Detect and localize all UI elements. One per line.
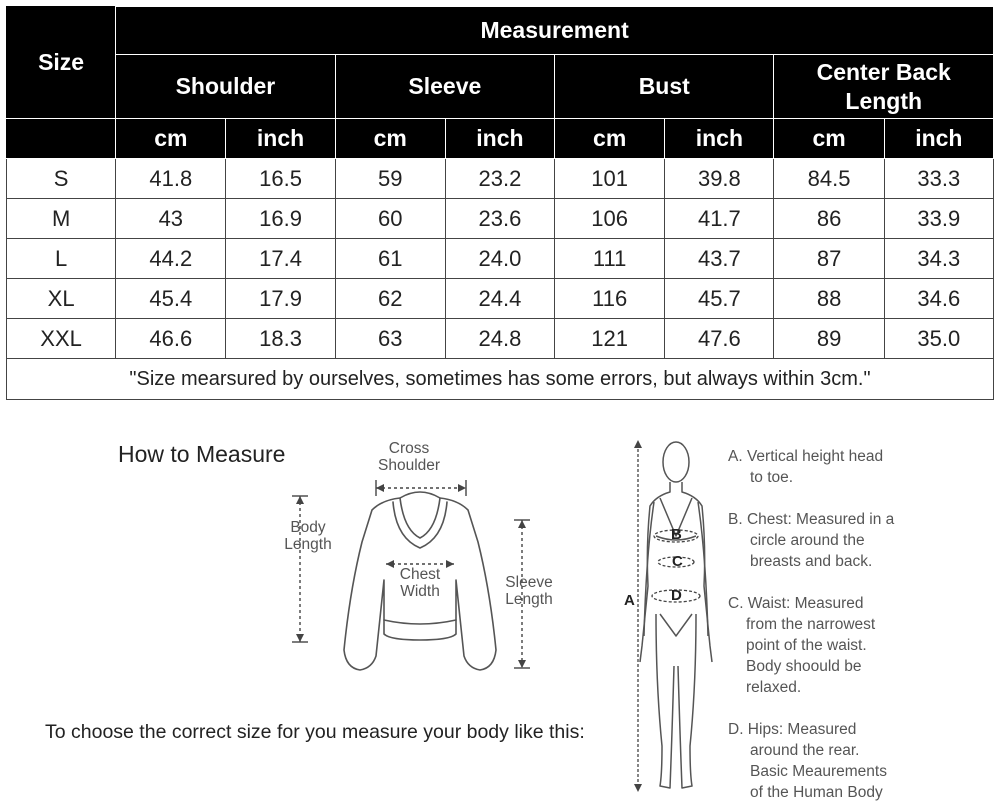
- value-cell: 16.9: [226, 199, 335, 239]
- value-cell: 61: [335, 239, 445, 279]
- value-cell: 60: [335, 199, 445, 239]
- shoulder-header: Shoulder: [116, 55, 335, 119]
- unit-header: inch: [445, 119, 554, 159]
- size-cell: L: [7, 239, 116, 279]
- legend-a-line: A. Vertical height head: [728, 448, 884, 465]
- unit-header: cm: [774, 119, 884, 159]
- value-cell: 17.9: [226, 279, 335, 319]
- size-chart-table: [6, 6, 994, 400]
- body-length-line-2: Length: [284, 536, 332, 553]
- sleeve-header: Sleeve: [335, 55, 554, 119]
- legend-b-line: B. Chest: Measured in a: [728, 511, 895, 528]
- figure-letter-c: C: [672, 553, 683, 570]
- unit-header: inch: [665, 119, 774, 159]
- measurement-header: Measurement: [116, 7, 994, 55]
- legend-c: [728, 593, 988, 698]
- legend-c-line: C. Waist: Measured: [728, 595, 864, 612]
- sleeve-length-line-1: Sleeve: [505, 574, 553, 591]
- cross-shoulder-label: [378, 440, 440, 474]
- value-cell: 24.8: [445, 319, 554, 359]
- value-cell: 45.4: [116, 279, 226, 319]
- figure-letter-d: D: [671, 587, 682, 604]
- value-cell: 39.8: [665, 159, 774, 199]
- legend-a: [728, 446, 988, 488]
- legend-b: [728, 509, 988, 572]
- body-length-label: [282, 519, 334, 553]
- value-cell: 43: [116, 199, 226, 239]
- value-cell: 89: [774, 319, 884, 359]
- unit-header: cm: [555, 119, 665, 159]
- size-header: Size: [7, 7, 116, 119]
- unit-header: inch: [226, 119, 335, 159]
- legend-c-line: Body shoould be: [746, 658, 862, 675]
- cross-shoulder-line-1: Cross: [388, 440, 430, 457]
- size-cell: XL: [7, 279, 116, 319]
- value-cell: 41.8: [116, 159, 226, 199]
- bust-header: Bust: [555, 55, 774, 119]
- figure-letter-a: A: [624, 592, 635, 609]
- value-cell: 45.7: [665, 279, 774, 319]
- legend-c-line: from the narrowest: [746, 616, 876, 633]
- value-cell: 62: [335, 279, 445, 319]
- value-cell: 23.2: [445, 159, 554, 199]
- value-cell: 33.9: [884, 199, 993, 239]
- center-back-line-2: Length: [845, 87, 923, 114]
- value-cell: 34.6: [884, 279, 993, 319]
- chest-width-line-2: Width: [400, 583, 440, 600]
- legend-d-line: Basic Meaurements: [750, 763, 887, 780]
- unit-header: cm: [116, 119, 226, 159]
- sleeve-length-line-2: Length: [505, 591, 553, 608]
- size-cell: M: [7, 199, 116, 239]
- sleeve-length-label: [498, 574, 560, 608]
- value-cell: 87: [774, 239, 884, 279]
- value-cell: 44.2: [116, 239, 226, 279]
- value-cell: 24.4: [445, 279, 554, 319]
- center-back-line-1: Center Back: [816, 58, 951, 85]
- legend-c-line: relaxed.: [746, 679, 802, 696]
- table-row: [7, 279, 994, 319]
- chest-width-line-1: Chest: [399, 566, 441, 583]
- size-cell: XXL: [7, 319, 116, 359]
- value-cell: 86: [774, 199, 884, 239]
- legend-c-line: point of the waist.: [746, 637, 867, 654]
- value-cell: 88: [774, 279, 884, 319]
- value-cell: 101: [555, 159, 665, 199]
- value-cell: 59: [335, 159, 445, 199]
- value-cell: 18.3: [226, 319, 335, 359]
- value-cell: 84.5: [774, 159, 884, 199]
- value-cell: 41.7: [665, 199, 774, 239]
- value-cell: 116: [555, 279, 665, 319]
- size-cell: S: [7, 159, 116, 199]
- value-cell: 16.5: [226, 159, 335, 199]
- unit-header: inch: [884, 119, 993, 159]
- legend-b-line: breasts and back.: [750, 553, 873, 570]
- center-back-length-header: [774, 55, 994, 119]
- value-cell: 23.6: [445, 199, 554, 239]
- value-cell: 63: [335, 319, 445, 359]
- value-cell: 17.4: [226, 239, 335, 279]
- legend-d-line: of the Human Body: [750, 784, 883, 801]
- legend-d: [728, 719, 988, 803]
- table-row: [7, 319, 994, 359]
- legend-a-line: to toe.: [750, 469, 794, 486]
- value-cell: 111: [555, 239, 665, 279]
- chest-width-label: [390, 566, 450, 600]
- legend-d-line: around the rear.: [750, 742, 860, 759]
- table-row: [7, 159, 994, 199]
- legend-b-line: circle around the: [750, 532, 865, 549]
- table-row: [7, 239, 994, 279]
- measure-instruction: To choose the correct size for you measure your body like this:: [45, 721, 585, 743]
- value-cell: 46.6: [116, 319, 226, 359]
- human-body-figure: [620, 436, 720, 804]
- value-cell: 24.0: [445, 239, 554, 279]
- value-cell: 34.3: [884, 239, 993, 279]
- value-cell: 47.6: [665, 319, 774, 359]
- unit-spacer: [7, 119, 116, 159]
- legend-d-line: D. Hips: Measured: [728, 721, 857, 738]
- how-to-measure-title: How to Measure: [118, 441, 286, 467]
- value-cell: 106: [555, 199, 665, 239]
- figure-letter-b: B: [671, 526, 682, 543]
- value-cell: 33.3: [884, 159, 993, 199]
- value-cell: 43.7: [665, 239, 774, 279]
- size-note: "Size mearsured by ourselves, sometimes has some errors, but always within 3cm.": [7, 359, 994, 400]
- unit-header: cm: [335, 119, 445, 159]
- value-cell: 35.0: [884, 319, 993, 359]
- value-cell: 121: [555, 319, 665, 359]
- body-length-line-1: Body: [290, 519, 326, 536]
- table-row: [7, 199, 994, 239]
- cross-shoulder-line-2: Shoulder: [378, 457, 441, 474]
